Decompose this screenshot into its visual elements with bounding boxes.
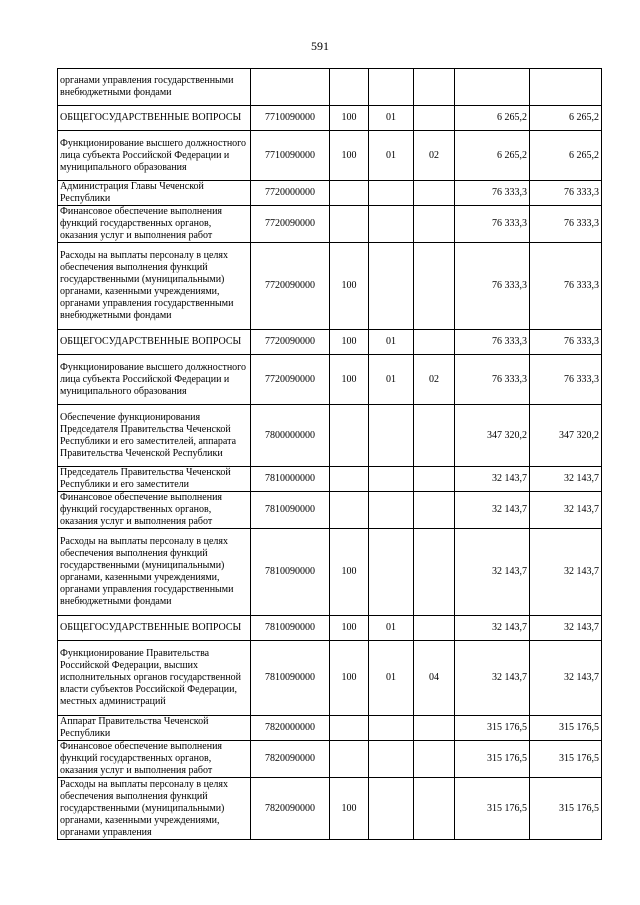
row-amount-1: 32 143,7 xyxy=(455,641,530,716)
row-subsection: 02 xyxy=(414,355,455,405)
row-subsection xyxy=(414,181,455,206)
table-body xyxy=(58,69,602,840)
row-subsection xyxy=(414,716,455,741)
row-amount-1: 6 265,2 xyxy=(455,131,530,181)
row-section xyxy=(369,243,414,330)
row-name: Обеспечение функционирования Председателя Правительства Чеченской Республики и его заместителей, аппарата Правительства Чеченской Республики xyxy=(58,405,251,467)
row-name: Финансовое обеспечение выполнения функций государственных органов, оказания услуг и выполнения работ xyxy=(58,741,251,778)
budget-table xyxy=(57,68,602,840)
row-expense-type: 100 xyxy=(330,641,369,716)
table-row xyxy=(58,741,602,778)
row-amount-2: 76 333,3 xyxy=(530,330,602,355)
row-amount-2: 6 265,2 xyxy=(530,131,602,181)
row-subsection: 04 xyxy=(414,641,455,716)
row-section xyxy=(369,206,414,243)
row-amount-2: 32 143,7 xyxy=(530,492,602,529)
row-section xyxy=(369,181,414,206)
row-expense-type xyxy=(330,467,369,492)
table-row xyxy=(58,181,602,206)
row-expense-type: 100 xyxy=(330,106,369,131)
row-code: 7720090000 xyxy=(251,243,330,330)
row-code: 7710090000 xyxy=(251,106,330,131)
row-name: Функционирование Правительства Российской Федерации, высших исполнительных органов государственной власти субъектов Российской Федерации, местных администраций xyxy=(58,641,251,716)
row-amount-2: 315 176,5 xyxy=(530,778,602,840)
row-code: 7820090000 xyxy=(251,778,330,840)
row-name: Аппарат Правительства Чеченской Республики xyxy=(58,716,251,741)
row-subsection xyxy=(414,492,455,529)
row-expense-type xyxy=(330,181,369,206)
page-number: 591 xyxy=(311,39,329,53)
row-section: 01 xyxy=(369,106,414,131)
row-subsection xyxy=(414,106,455,131)
row-name: органами управления государственными внебюджетными фондами xyxy=(58,69,251,106)
row-subsection xyxy=(414,616,455,641)
table-row xyxy=(58,641,602,716)
row-name: Расходы на выплаты персоналу в целях обеспечения выполнения функций государственными (муниципальными) органами, казенными учреждениями, органами управления государственными внебюджетными фондами xyxy=(58,529,251,616)
row-expense-type xyxy=(330,716,369,741)
row-subsection xyxy=(414,529,455,616)
row-expense-type: 100 xyxy=(330,131,369,181)
row-amount-2: 347 320,2 xyxy=(530,405,602,467)
row-expense-type: 100 xyxy=(330,243,369,330)
row-code: 7820000000 xyxy=(251,716,330,741)
row-amount-2: 76 333,3 xyxy=(530,355,602,405)
table-row xyxy=(58,405,602,467)
row-subsection xyxy=(414,741,455,778)
row-amount-2: 76 333,3 xyxy=(530,181,602,206)
row-amount-1: 76 333,3 xyxy=(455,355,530,405)
row-expense-type xyxy=(330,206,369,243)
row-section: 01 xyxy=(369,641,414,716)
row-amount-2: 6 265,2 xyxy=(530,106,602,131)
row-amount-2: 76 333,3 xyxy=(530,243,602,330)
row-expense-type xyxy=(330,492,369,529)
table-row xyxy=(58,467,602,492)
row-amount-1: 76 333,3 xyxy=(455,330,530,355)
table-row xyxy=(58,243,602,330)
row-amount-1: 315 176,5 xyxy=(455,716,530,741)
row-name: Расходы на выплаты персоналу в целях обеспечения выполнения функций государственными (муниципальными) органами, казенными учреждениями, органами управления государственными внебюджетными фондами xyxy=(58,243,251,330)
row-code: 7810000000 xyxy=(251,467,330,492)
table-row xyxy=(58,206,602,243)
row-section: 01 xyxy=(369,616,414,641)
row-amount-1: 347 320,2 xyxy=(455,405,530,467)
row-section: 01 xyxy=(369,355,414,405)
row-section xyxy=(369,405,414,467)
row-name: Администрация Главы Чеченской Республики xyxy=(58,181,251,206)
row-amount-1 xyxy=(455,69,530,106)
row-amount-2: 32 143,7 xyxy=(530,641,602,716)
table-row xyxy=(58,131,602,181)
row-subsection xyxy=(414,467,455,492)
row-amount-2: 32 143,7 xyxy=(530,529,602,616)
row-expense-type xyxy=(330,405,369,467)
row-subsection xyxy=(414,778,455,840)
row-code: 7800000000 xyxy=(251,405,330,467)
row-name: Функционирование высшего должностного лица субъекта Российской Федерации и муниципального образования xyxy=(58,355,251,405)
row-amount-1: 32 143,7 xyxy=(455,492,530,529)
row-amount-2: 76 333,3 xyxy=(530,206,602,243)
row-section xyxy=(369,69,414,106)
row-expense-type: 100 xyxy=(330,355,369,405)
row-code: 7810090000 xyxy=(251,492,330,529)
row-code: 7720090000 xyxy=(251,330,330,355)
table-row xyxy=(58,330,602,355)
row-code: 7810090000 xyxy=(251,641,330,716)
row-amount-2: 32 143,7 xyxy=(530,616,602,641)
row-name: Функционирование высшего должностного лица субъекта Российской Федерации и муниципального образования xyxy=(58,131,251,181)
row-amount-2 xyxy=(530,69,602,106)
row-amount-1: 32 143,7 xyxy=(455,467,530,492)
row-subsection xyxy=(414,330,455,355)
row-expense-type: 100 xyxy=(330,778,369,840)
table-row xyxy=(58,616,602,641)
row-section: 01 xyxy=(369,330,414,355)
table-row xyxy=(58,355,602,405)
row-section xyxy=(369,492,414,529)
row-section xyxy=(369,529,414,616)
row-code: 7810090000 xyxy=(251,616,330,641)
row-section xyxy=(369,778,414,840)
row-amount-1: 76 333,3 xyxy=(455,206,530,243)
row-amount-2: 315 176,5 xyxy=(530,716,602,741)
row-code: 7720000000 xyxy=(251,181,330,206)
row-code xyxy=(251,69,330,106)
row-amount-1: 76 333,3 xyxy=(455,243,530,330)
row-subsection xyxy=(414,405,455,467)
row-amount-1: 315 176,5 xyxy=(455,778,530,840)
row-code: 7720090000 xyxy=(251,206,330,243)
row-name: Финансовое обеспечение выполнения функций государственных органов, оказания услуг и выполнения работ xyxy=(58,492,251,529)
table-row xyxy=(58,529,602,616)
row-name: Председатель Правительства Чеченской Республики и его заместители xyxy=(58,467,251,492)
row-amount-1: 32 143,7 xyxy=(455,616,530,641)
row-subsection xyxy=(414,243,455,330)
row-section xyxy=(369,467,414,492)
row-name: ОБЩЕГОСУДАРСТВЕННЫЕ ВОПРОСЫ xyxy=(58,330,251,355)
row-expense-type xyxy=(330,69,369,106)
row-code: 7710090000 xyxy=(251,131,330,181)
row-expense-type: 100 xyxy=(330,330,369,355)
row-name: ОБЩЕГОСУДАРСТВЕННЫЕ ВОПРОСЫ xyxy=(58,106,251,131)
row-section xyxy=(369,741,414,778)
row-subsection xyxy=(414,206,455,243)
row-amount-1: 32 143,7 xyxy=(455,529,530,616)
table-row xyxy=(58,492,602,529)
table-row xyxy=(58,716,602,741)
row-expense-type xyxy=(330,741,369,778)
row-section: 01 xyxy=(369,131,414,181)
row-amount-2: 315 176,5 xyxy=(530,741,602,778)
row-name: Расходы на выплаты персоналу в целях обеспечения выполнения функций государственными (муниципальными) органами, казенными учреждениями, органами управления xyxy=(58,778,251,840)
table-row xyxy=(58,778,602,840)
row-amount-1: 6 265,2 xyxy=(455,106,530,131)
row-name: Финансовое обеспечение выполнения функций государственных органов, оказания услуг и выполнения работ xyxy=(58,206,251,243)
row-code: 7810090000 xyxy=(251,529,330,616)
row-name: ОБЩЕГОСУДАРСТВЕННЫЕ ВОПРОСЫ xyxy=(58,616,251,641)
row-code: 7820090000 xyxy=(251,741,330,778)
row-subsection xyxy=(414,69,455,106)
row-code: 7720090000 xyxy=(251,355,330,405)
row-amount-1: 76 333,3 xyxy=(455,181,530,206)
row-expense-type: 100 xyxy=(330,616,369,641)
table-row xyxy=(58,69,602,106)
row-subsection: 02 xyxy=(414,131,455,181)
row-expense-type: 100 xyxy=(330,529,369,616)
row-amount-1: 315 176,5 xyxy=(455,741,530,778)
row-section xyxy=(369,716,414,741)
row-amount-2: 32 143,7 xyxy=(530,467,602,492)
table-row xyxy=(58,106,602,131)
